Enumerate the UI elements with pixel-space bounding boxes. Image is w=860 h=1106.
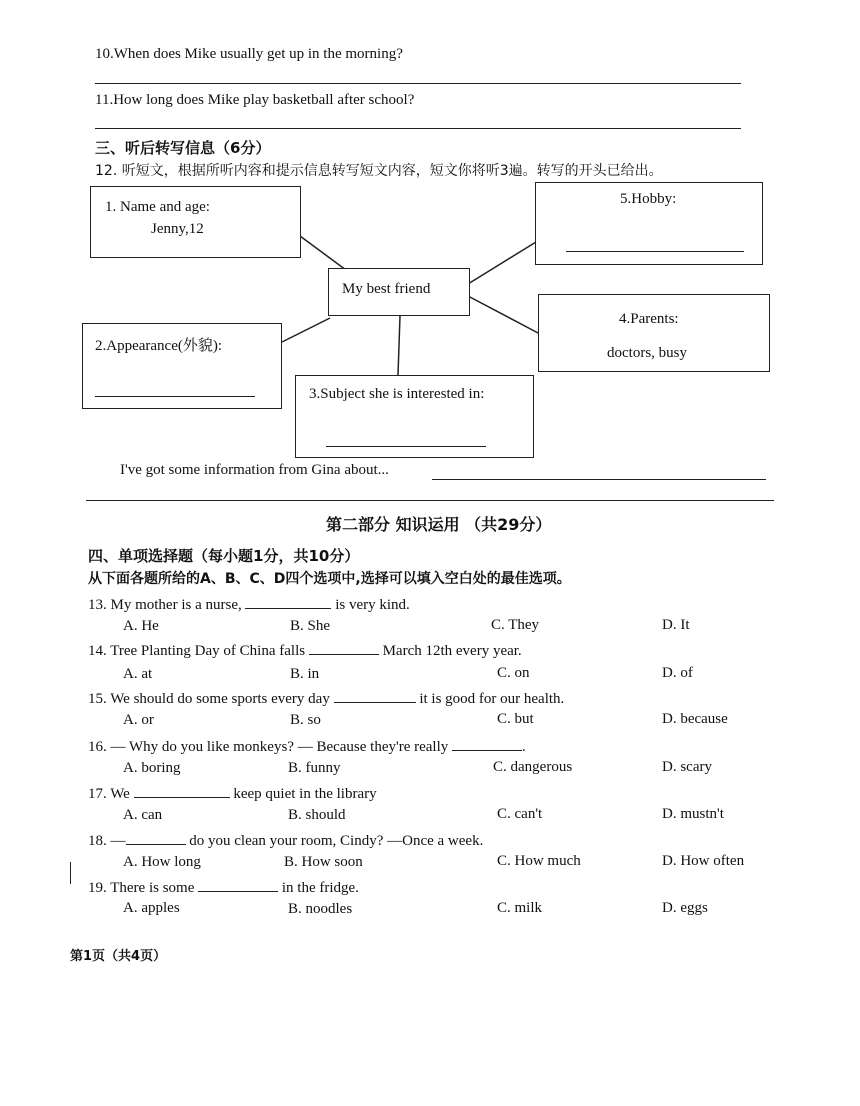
stem-pre: 19. There is some bbox=[88, 880, 199, 896]
box-3-label: 3.Subject she is interested in: bbox=[309, 386, 485, 402]
stem-post: in the fridge. bbox=[278, 880, 359, 896]
blank[interactable] bbox=[309, 640, 379, 655]
question-10: 10.When does Mike usually get up in the morning? bbox=[95, 46, 403, 62]
option-a[interactable]: A. boring bbox=[123, 760, 181, 776]
stem-pre: 16. — Why do you like monkeys? — Because they're really bbox=[88, 739, 452, 755]
section-divider bbox=[86, 500, 774, 501]
option-c[interactable]: C. milk bbox=[497, 900, 543, 916]
box-2-answer-line[interactable] bbox=[95, 396, 255, 397]
option-b[interactable]: B. so bbox=[290, 712, 321, 728]
stem-pre: 17. We bbox=[88, 786, 134, 802]
option-d[interactable]: D. How often bbox=[662, 853, 745, 869]
option-d[interactable]: D. scary bbox=[662, 759, 712, 775]
blank[interactable] bbox=[334, 688, 416, 703]
stem-post: . bbox=[522, 739, 526, 755]
box-5-answer-line[interactable] bbox=[566, 251, 744, 252]
option-b[interactable]: B. She bbox=[290, 618, 331, 634]
option-b[interactable]: B. in bbox=[290, 666, 320, 682]
option-b[interactable]: B. should bbox=[288, 807, 346, 823]
question-11: 11.How long does Mike play basketball after school? bbox=[95, 92, 415, 108]
option-c[interactable]: C. They bbox=[491, 617, 540, 633]
stem-pre: 15. We should do some sports every day bbox=[88, 691, 334, 707]
box-2-label: 2.Appearance(外貌): bbox=[95, 338, 223, 354]
question-stem bbox=[88, 830, 483, 850]
option-a[interactable]: A. can bbox=[123, 807, 163, 823]
box-3-answer-line[interactable] bbox=[326, 446, 486, 447]
question-stem bbox=[88, 877, 359, 897]
option-a[interactable]: A. or bbox=[123, 712, 154, 728]
option-c[interactable]: C. can't bbox=[497, 806, 543, 822]
transcript-answer-line[interactable] bbox=[432, 479, 766, 480]
stem-pre: 14. Tree Planting Day of China falls bbox=[88, 643, 309, 659]
connector-5 bbox=[468, 242, 536, 284]
section-3-heading: 三、听后转写信息（6分） bbox=[95, 139, 271, 157]
stem-post: March 12th every year. bbox=[378, 643, 522, 659]
section-4-heading: 四、单项选择题（每小题1分，共10分） bbox=[88, 547, 360, 565]
option-b[interactable]: B. How soon bbox=[284, 854, 363, 870]
blank[interactable] bbox=[134, 783, 230, 798]
box-4-value: doctors, busy bbox=[607, 345, 687, 361]
blank[interactable] bbox=[198, 877, 278, 892]
stem-post: it is good for our health. bbox=[415, 691, 565, 707]
option-d[interactable]: D. It bbox=[662, 617, 690, 633]
option-a[interactable]: A. He bbox=[123, 618, 159, 634]
option-c[interactable]: C. on bbox=[497, 665, 530, 681]
connector-3 bbox=[398, 316, 400, 375]
part-2-title: 第二部分 知识运用 （共29分） bbox=[326, 515, 552, 534]
option-d[interactable]: D. of bbox=[662, 665, 693, 681]
option-a[interactable]: A. How long bbox=[123, 854, 201, 870]
question-stem bbox=[88, 783, 377, 803]
option-d[interactable]: D. mustn't bbox=[662, 806, 724, 822]
option-c[interactable]: C. dangerous bbox=[493, 759, 573, 775]
box-1-label: 1. Name and age: bbox=[105, 199, 210, 215]
question-stem bbox=[88, 736, 526, 756]
stem-post: keep quiet in the library bbox=[229, 786, 377, 802]
stem-post: is very kind. bbox=[331, 597, 410, 613]
option-d[interactable]: D. eggs bbox=[662, 900, 708, 916]
mindmap-box-appearance bbox=[82, 323, 282, 409]
stem-pre: 13. My mother is a nurse, bbox=[88, 597, 246, 613]
mindmap-box-hobby bbox=[535, 182, 763, 265]
option-b[interactable]: B. funny bbox=[288, 760, 341, 776]
blank[interactable] bbox=[452, 736, 522, 751]
stem-pre: 18. — bbox=[88, 833, 126, 849]
box-1-value: Jenny,12 bbox=[151, 221, 204, 237]
transcript-start: I've got some information from Gina about... bbox=[120, 462, 389, 478]
mindmap-box-name-age bbox=[90, 186, 301, 258]
section-3-instruction: 12. 听短文，根据所听内容和提示信息转写短文内容，短文你将听3遍。转写的开头已给出。 bbox=[95, 163, 663, 179]
option-a[interactable]: A. apples bbox=[123, 900, 180, 916]
option-c[interactable]: C. but bbox=[497, 711, 534, 727]
question-stem bbox=[88, 640, 522, 660]
box-5-label: 5.Hobby: bbox=[620, 191, 677, 207]
box-4-label: 4.Parents: bbox=[619, 311, 679, 327]
connector-4 bbox=[468, 296, 540, 334]
margin-mark bbox=[70, 862, 71, 884]
stem-post: do you clean your room, Cindy? —Once a week. bbox=[185, 833, 484, 849]
mindmap-box-parents bbox=[538, 294, 770, 372]
option-b[interactable]: B. noodles bbox=[288, 901, 353, 917]
mindmap-box-subject bbox=[295, 375, 534, 458]
connector-2 bbox=[282, 318, 330, 342]
question-stem bbox=[88, 594, 410, 614]
option-d[interactable]: D. because bbox=[662, 711, 728, 727]
blank[interactable] bbox=[126, 830, 186, 845]
mindmap-center-box bbox=[328, 268, 470, 316]
question-stem bbox=[88, 688, 564, 708]
option-c[interactable]: C. How much bbox=[497, 853, 581, 869]
blank[interactable] bbox=[245, 594, 331, 609]
page-footer: 第1页（共4页） bbox=[70, 949, 167, 964]
center-label: My best friend bbox=[342, 281, 431, 297]
option-a[interactable]: A. at bbox=[123, 666, 153, 682]
section-4-instruction: 从下面各题所给的A、B、C、D四个选项中,选择可以填入空白处的最佳选项。 bbox=[88, 571, 571, 587]
connector-1 bbox=[300, 236, 346, 270]
